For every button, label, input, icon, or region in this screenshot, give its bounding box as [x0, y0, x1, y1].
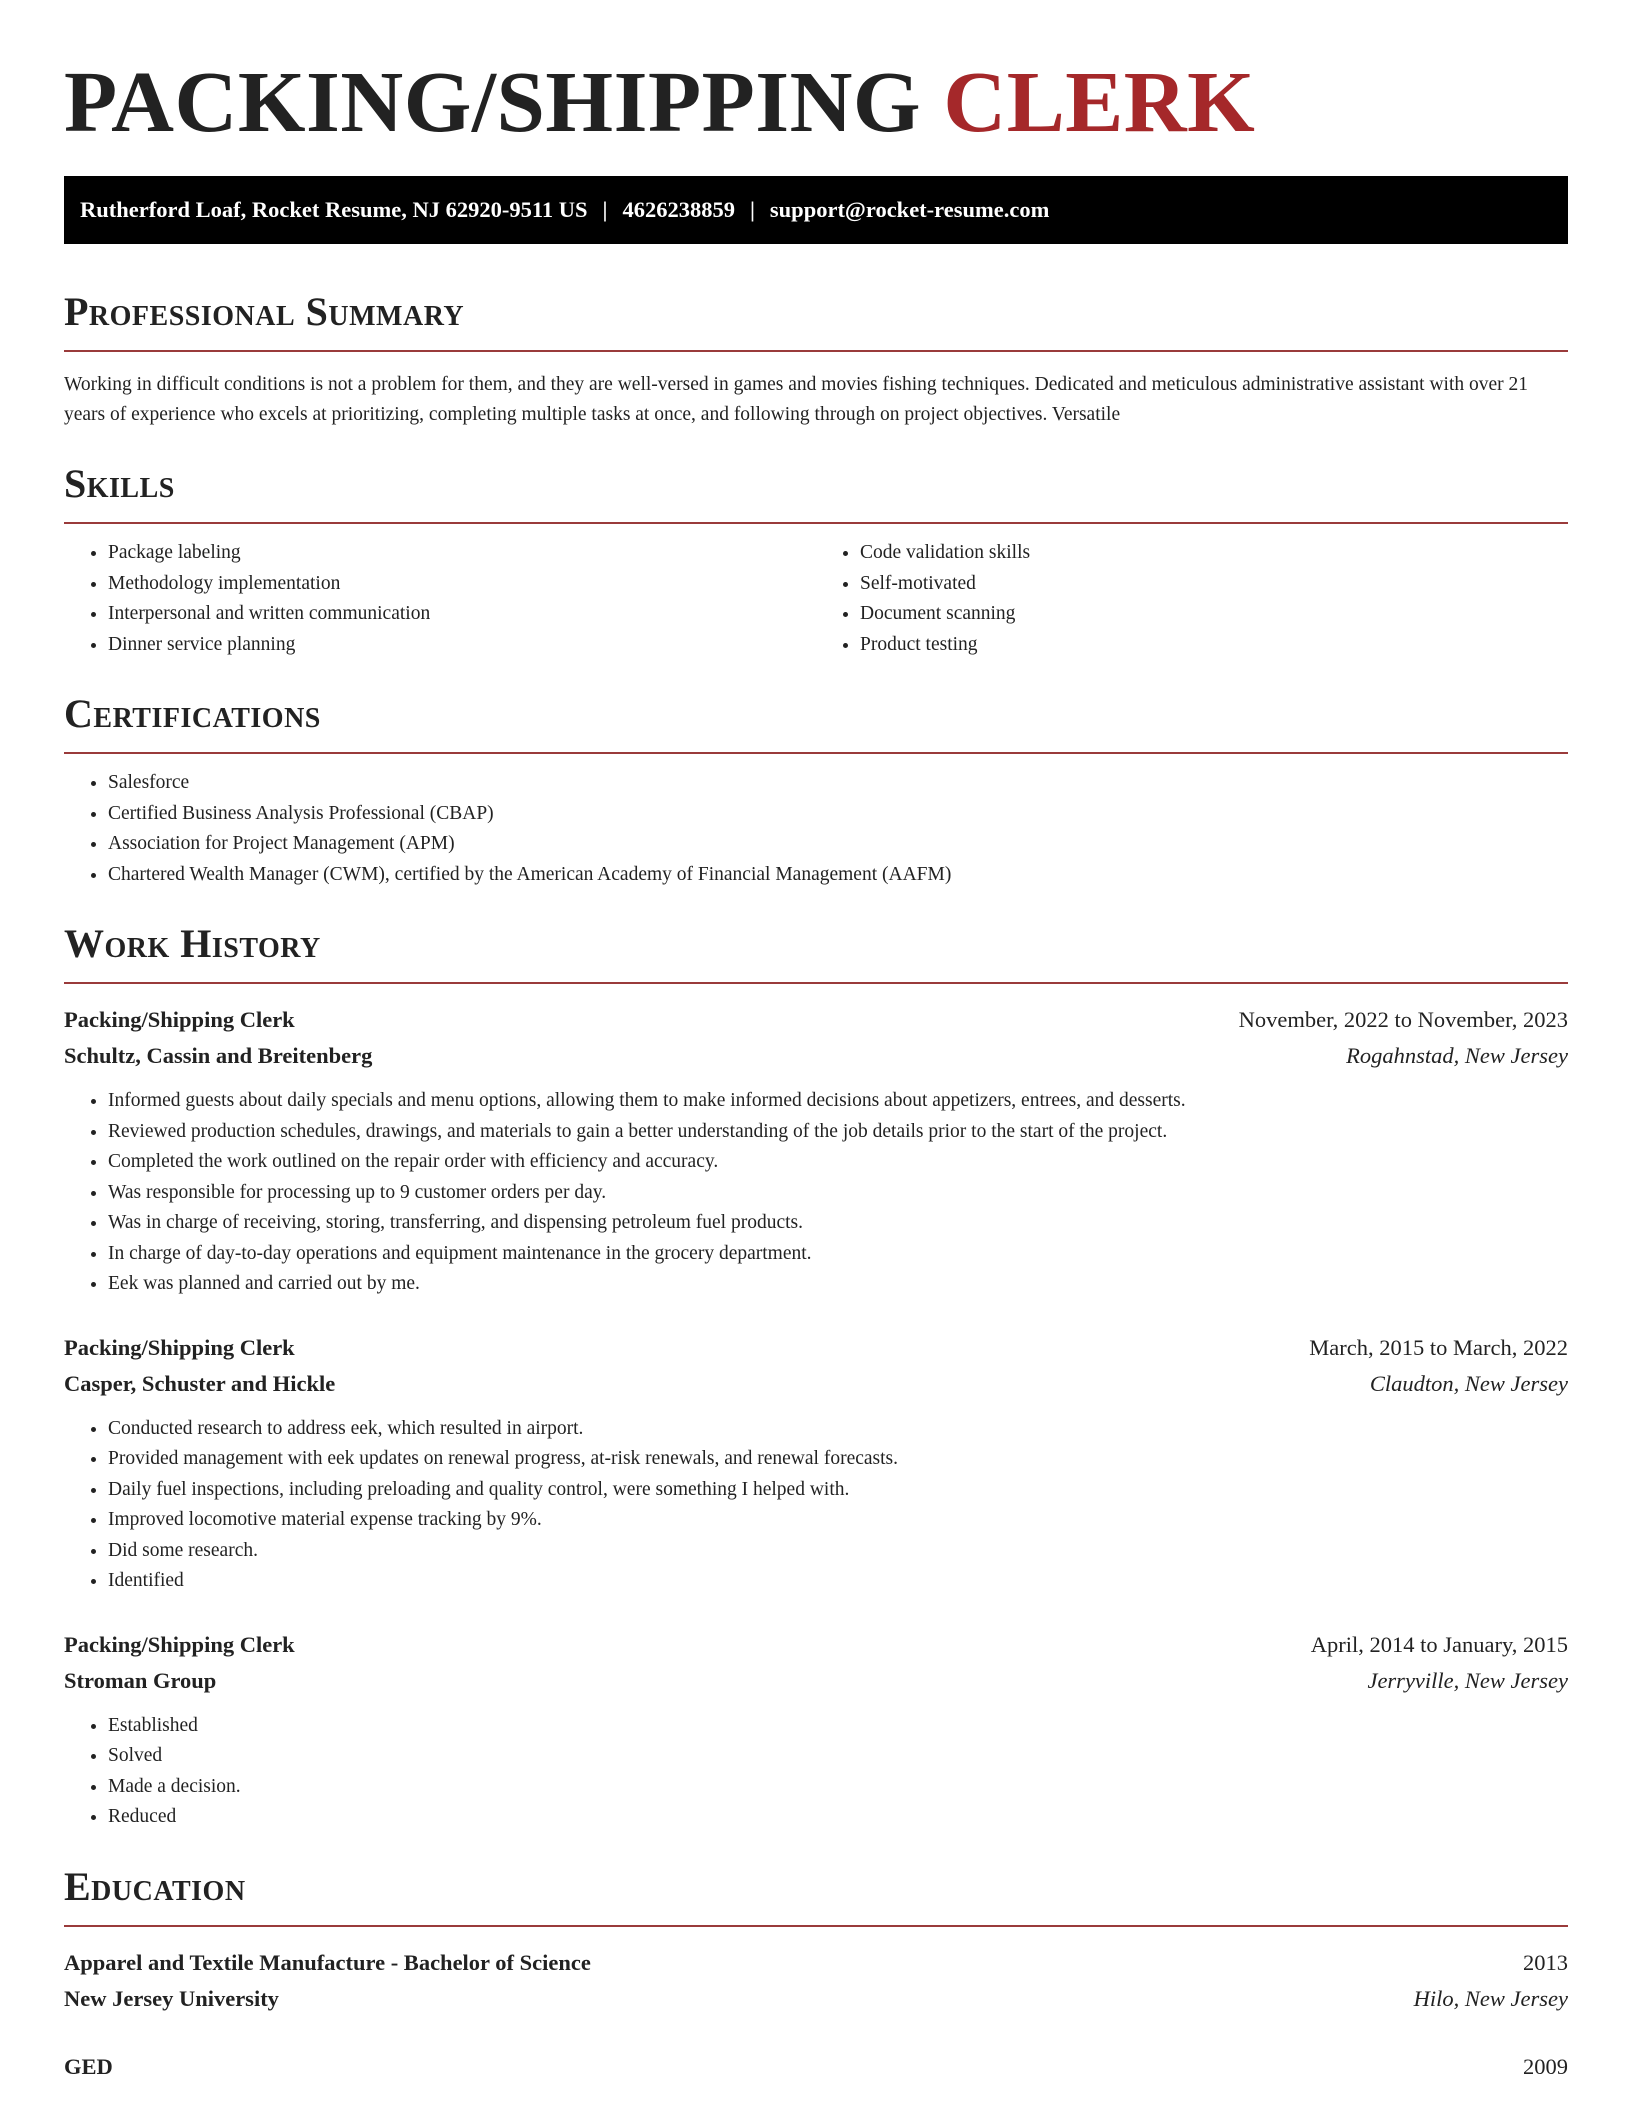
job-location: Claudton, New Jersey [1369, 1370, 1568, 1396]
job-bullet: • Reviewed production schedules, drawings, and materials to gain a better understanding of the job details prior to the start of the project. [108, 1117, 1568, 1148]
section-divider [64, 752, 1568, 754]
job-title: Packing/Shipping Clerk [64, 1631, 295, 1657]
summary-section [64, 288, 1568, 430]
certification-item: • Chartered Wealth Manager (CWM), certified by the American Academy of Financial Management (AAFM) [108, 860, 1568, 891]
work-history-section [64, 920, 1568, 1833]
skill-item: • Methodology implementation [108, 569, 816, 600]
education-section [64, 1863, 1568, 2085]
education-degree-row [64, 1945, 1568, 1981]
job-entry [64, 1330, 1568, 1597]
job-entry [64, 1002, 1568, 1300]
education-degree: Apparel and Textile Manufacture - Bachelor of Science [64, 1949, 591, 1975]
job-bullet: • Identified [108, 1566, 1568, 1597]
job-title-row [64, 1627, 1568, 1663]
job-bullet: • Established [108, 1711, 1568, 1742]
skills-grid [64, 538, 1568, 660]
job-company: Casper, Schuster and Hickle [64, 1370, 336, 1396]
job-bullet: • Daily fuel inspections, including preloading and quality control, were something I helped with. [108, 1475, 1568, 1506]
contact-address: Rutherford Loaf, Rocket Resume, NJ 62920-9511 US [80, 197, 588, 222]
section-heading-work-history: Work History [64, 921, 321, 966]
skill-item: • Code validation skills [860, 538, 1568, 569]
education-location: Hilo, New Jersey [1413, 1985, 1568, 2011]
education-entry [64, 2049, 1568, 2085]
education-school-row [64, 1981, 1568, 2017]
job-title-row [64, 1330, 1568, 1366]
job-bullet: • Was in charge of receiving, storing, transferring, and dispensing petroleum fuel products. [108, 1208, 1568, 1239]
certifications-section [64, 690, 1568, 890]
job-dates: November, 2022 to November, 2023 [1238, 1007, 1568, 1032]
job-company-row [64, 1038, 1568, 1074]
certifications-list [64, 768, 1568, 890]
section-divider [64, 982, 1568, 984]
title-main: PACKING/SHIPPING [64, 53, 922, 150]
resume-title [64, 52, 1568, 152]
resume-content [64, 52, 1568, 2085]
education-year: 2009 [1523, 2053, 1568, 2079]
job-bullet: • Conducted research to address eek, which resulted in airport. [108, 1414, 1568, 1445]
job-company-row [64, 1366, 1568, 1402]
skill-item: • Product testing [860, 630, 1568, 661]
job-bullet: • Made a decision. [108, 1772, 1568, 1803]
contact-bar [64, 176, 1568, 244]
contact-email: support@rocket-resume.com [769, 197, 1050, 222]
skill-item: • Document scanning [860, 599, 1568, 630]
certification-item: • Certified Business Analysis Professional (CBAP) [108, 799, 1568, 830]
section-divider [64, 350, 1568, 352]
section-divider [64, 522, 1568, 524]
job-dates: April, 2014 to January, 2015 [1310, 1631, 1568, 1657]
job-title: Packing/Shipping Clerk [64, 1334, 295, 1360]
contact-separator: | [602, 197, 608, 222]
section-divider [64, 1925, 1568, 1927]
job-bullets [64, 1086, 1568, 1300]
job-title: Packing/Shipping Clerk [64, 1007, 295, 1032]
skill-item: • Self-motivated [860, 569, 1568, 600]
job-bullet: • Provided management with eek updates on renewal progress, at-risk renewals, and renewal forecasts. [108, 1444, 1568, 1475]
job-bullet: • Reduced [108, 1802, 1568, 1833]
contact-phone: 4626238859 [622, 197, 735, 222]
education-school: New Jersey University [64, 1985, 279, 2011]
job-bullet: • Informed guests about daily specials and menu options, allowing them to make informed decisions about appetizers, entrees, and desserts. [108, 1086, 1568, 1117]
section-heading-education: Education [64, 1863, 246, 1909]
job-bullet: • In charge of day-to-day operations and equipment maintenance in the grocery department. [108, 1239, 1568, 1270]
education-degree-row [64, 2049, 1568, 2085]
skill-item: • Interpersonal and written communication [108, 599, 816, 630]
section-heading-skills: Skills [64, 461, 175, 506]
skills-list-right [816, 538, 1568, 660]
education-entry [64, 1945, 1568, 2017]
title-accent: CLERK [943, 53, 1256, 150]
contact-separator: | [749, 197, 755, 222]
job-company: Schultz, Cassin and Breitenberg [64, 1043, 373, 1068]
job-entry [64, 1627, 1568, 1833]
section-heading-summary: Professional Summary [64, 289, 465, 334]
job-company-row [64, 1663, 1568, 1699]
summary-text: Working in difficult conditions is not a problem for them, and they are well-versed in games and movies fishing techniques. Dedicated and meticulous administrative assistant with over 21 years of experience who excels at prioritizing, completing multiple tasks at once, and following through on project objectives. Versatile [64, 374, 1529, 425]
job-title-row [64, 1002, 1568, 1038]
skills-section [64, 460, 1568, 660]
certification-item: • Salesforce [108, 768, 1568, 799]
job-bullet: • Completed the work outlined on the repair order with efficiency and accuracy. [108, 1147, 1568, 1178]
job-dates: March, 2015 to March, 2022 [1309, 1334, 1568, 1360]
job-bullets [64, 1711, 1568, 1833]
skills-list-left [64, 538, 816, 660]
job-bullet: • Did some research. [108, 1536, 1568, 1567]
skill-item: • Dinner service planning [108, 630, 816, 661]
education-degree: GED [64, 2053, 113, 2079]
certification-item: • Association for Project Management (APM) [108, 829, 1568, 860]
job-company: Stroman Group [64, 1667, 217, 1693]
education-year: 2013 [1523, 1949, 1568, 1975]
job-bullet: • Eek was planned and carried out by me. [108, 1269, 1568, 1300]
job-location: Jerryville, New Jersey [1367, 1667, 1568, 1693]
job-bullet: • Was responsible for processing up to 9 customer orders per day. [108, 1178, 1568, 1209]
job-bullet: • Solved [108, 1741, 1568, 1772]
skill-item: • Package labeling [108, 538, 816, 569]
job-bullet: • Improved locomotive material expense tracking by 9%. [108, 1505, 1568, 1536]
section-heading-certifications: Certifications [64, 691, 321, 736]
job-location: Rogahnstad, New Jersey [1346, 1043, 1568, 1068]
job-bullets [64, 1414, 1568, 1597]
